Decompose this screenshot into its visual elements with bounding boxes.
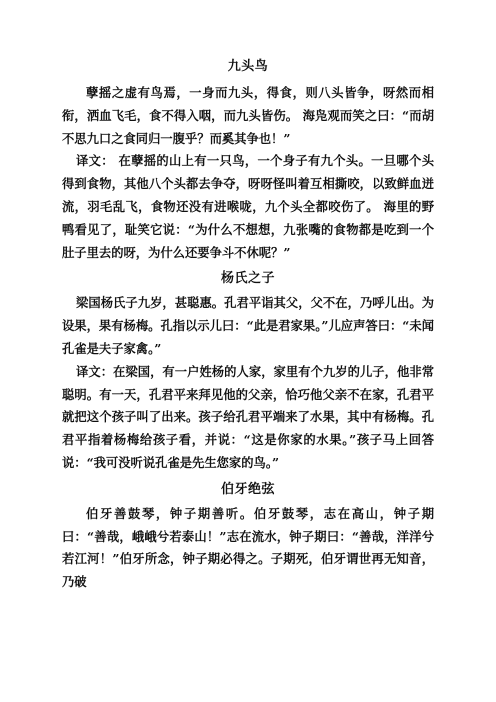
section-title-yangshizhizi: 杨氏之子	[220, 271, 275, 287]
document-page	[62, 58, 434, 594]
section-title-jiutouniao: 九头鸟	[227, 59, 269, 74]
section-text-jiutouniao: 孽摇之虚有鸟焉，一身而九头，得食，则八头皆争，呀然而相衔，洒血飞毛，食不得入咽，而九头皆伤。 海凫观而笑之曰：“而胡不思九口之食同归一腹乎？而奚其争也！”	[62, 85, 434, 146]
section-translation-yangshizhizi: 译文：在梁国，有一户姓杨的人家，家里有个九岁的儿子，他非常聪明。有一天，孔君平来拜见他的父亲，恰巧他父亲不在家，孔君平就把这个孩子叫了出来。孩子给孔君平端来了水果，其中有杨梅。孔君平指着杨梅给孩子看，并说：“这是你家的水果。”孩子马上回答说：“我可没听说孔雀是先生您家的鸟。”	[62, 363, 434, 470]
section-title-boyajuexian: 伯牙绝弦	[220, 481, 275, 497]
section-translation-jiutouniao: 译文： 在孽摇的山上有一只鸟，一个身子有九个头。一旦哪个头得到食物，其他八个头都去争夺，呀呀怪叫着互相撕咬，以致鲜血迸流，羽毛乱飞，食物还没有进喉咙，九个头全都咬伤了。 海里的野鸭看见了，耻笑它说：“为什么不想想，九张嘴的食物都是吃到一个肚子里去的呀，为什么还要争斗不休呢？”	[62, 153, 434, 260]
section-text-yangshizhizi: 梁国杨氏子九岁，甚聪惠。孔君平诣其父，父不在，乃呼儿出。为设果，果有杨梅。孔指以示儿曰：“此是君家果。”儿应声答曰：“未闻孔雀是夫子家禽。”	[62, 295, 434, 356]
section-text-boyajuexian: 伯牙善鼓琴，钟子期善听。伯牙鼓琴，志在高山，钟子期曰：“善哉，峨峨兮若泰山！”志在流水，钟子期曰：“善哉，洋洋兮若江河！”伯牙所念，钟子期必得之。子期死，伯牙谓世再无知音，乃破	[62, 505, 434, 590]
